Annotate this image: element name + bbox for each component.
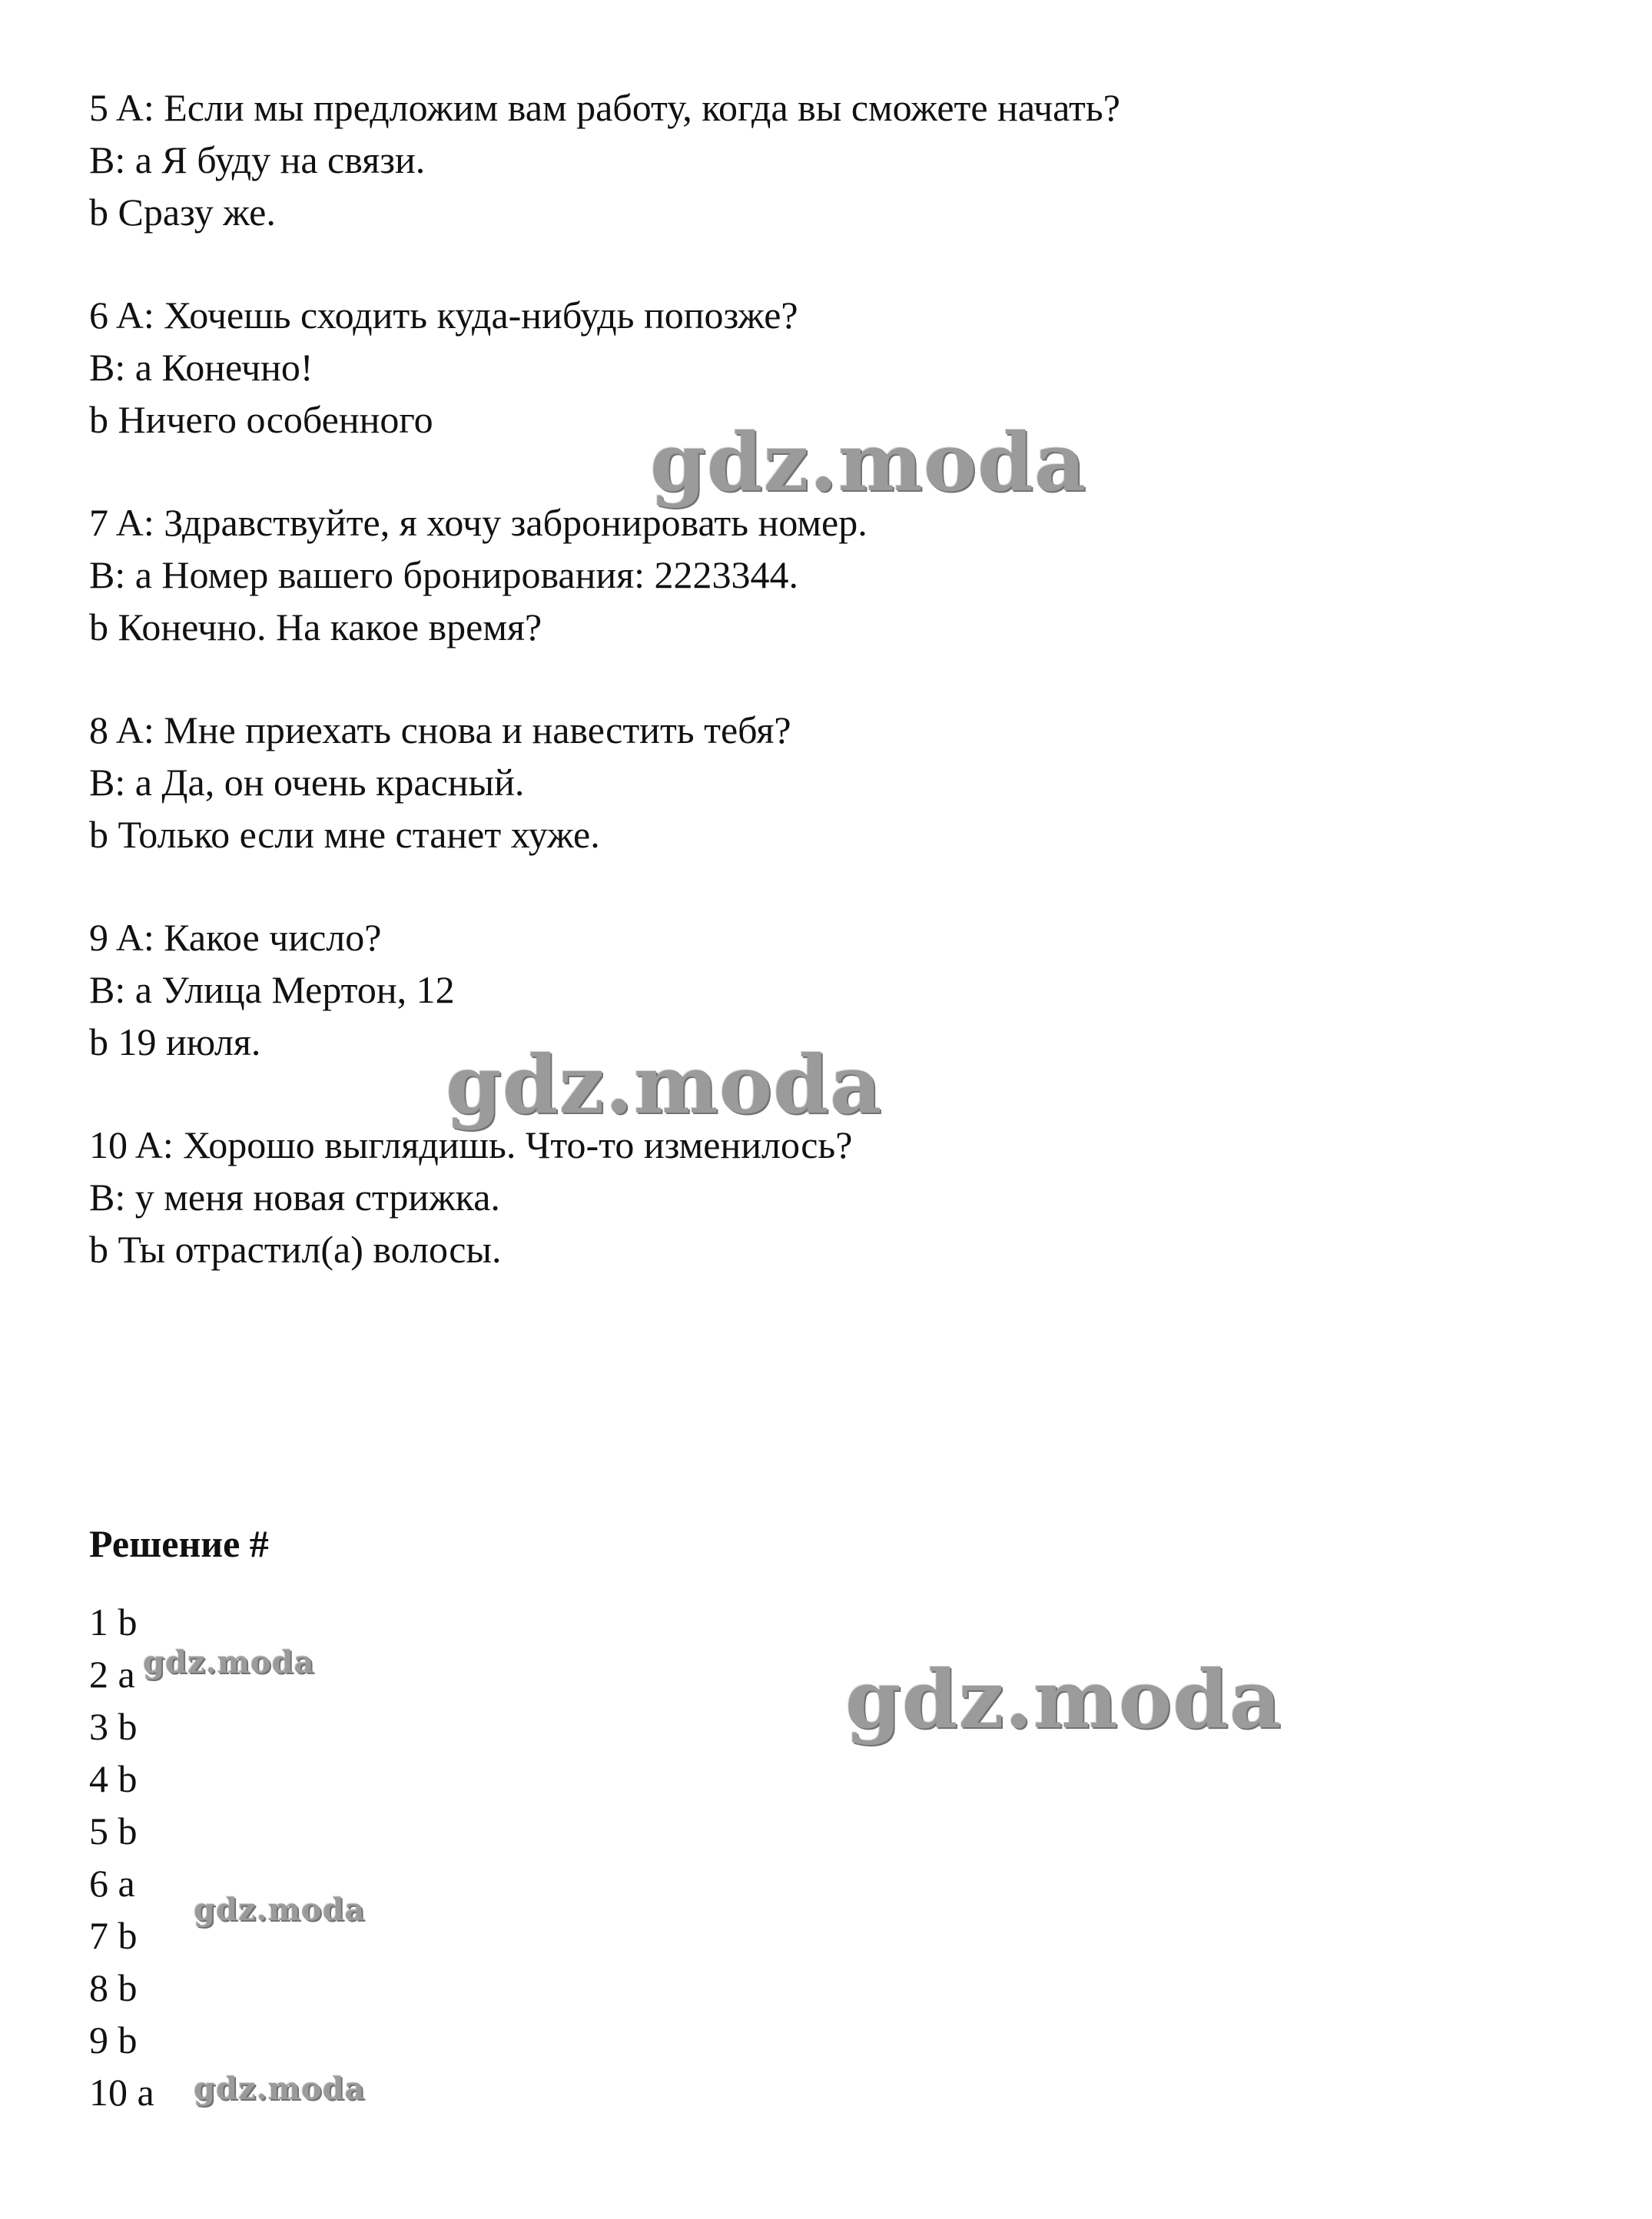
option-b-line: b Конечно. На какое время? bbox=[89, 605, 542, 648]
option-a-line: В: a Номер вашего бронирования: 2223344. bbox=[89, 553, 799, 596]
solution-title: Решение # bbox=[89, 1522, 269, 1565]
watermark: gdz.moda bbox=[194, 1892, 366, 1928]
answer-item: 6 a bbox=[89, 1862, 135, 1905]
watermark: gdz.moda bbox=[446, 1037, 883, 1132]
option-b-line: b Ты отрастил(а) волосы. bbox=[89, 1228, 502, 1271]
answer-item: 5 b bbox=[89, 1809, 138, 1852]
exercise-item bbox=[89, 496, 1472, 653]
option-a-line: В: a Я буду на связи. bbox=[89, 138, 426, 181]
solution-section bbox=[89, 1517, 781, 2118]
option-b-line: b Только если мне станет хуже. bbox=[89, 813, 600, 856]
answer-item: 8 b bbox=[89, 1966, 138, 2009]
question-line: 10 A: Хорошо выглядишь. Что-то изменилось? bbox=[89, 1123, 853, 1166]
option-a-line: В: a Да, он очень красный. bbox=[89, 761, 525, 804]
option-a-line: В: у меня новая стрижка. bbox=[89, 1176, 500, 1219]
question-line: 8 A: Мне приехать снова и навестить тебя? bbox=[89, 708, 791, 751]
watermark: gdz.moda bbox=[194, 2071, 366, 2107]
option-a-line: В: a Конечно! bbox=[89, 346, 313, 389]
watermark: gdz.moda bbox=[650, 415, 1087, 509]
answer-item: 3 b bbox=[89, 1705, 138, 1748]
answer-item: 9 b bbox=[89, 2018, 138, 2061]
answer-item: 2 a bbox=[89, 1653, 135, 1696]
answer-item: 7 b bbox=[89, 1914, 138, 1957]
answer-item: 10 a bbox=[89, 2071, 154, 2114]
option-b-line: b Сразу же. bbox=[89, 191, 276, 234]
dialogue-exercises bbox=[89, 81, 1472, 1326]
watermark: gdz.moda bbox=[143, 1644, 315, 1680]
exercise-item bbox=[89, 81, 1472, 238]
watermark: gdz.moda bbox=[845, 1652, 1282, 1746]
exercise-item bbox=[89, 1119, 1472, 1275]
question-line: 7 A: Здравствуйте, я хочу забронировать номер. bbox=[89, 501, 867, 544]
answer-item: 1 b bbox=[89, 1600, 138, 1644]
question-line: 5 A: Если мы предложим вам работу, когда вы сможете начать? bbox=[89, 86, 1120, 129]
option-a-line: В: a Улица Мертон, 12 bbox=[89, 968, 455, 1011]
option-b-line: b 19 июля. bbox=[89, 1020, 261, 1063]
exercise-item bbox=[89, 704, 1472, 861]
option-b-line: b Ничего особенного bbox=[89, 398, 433, 441]
question-line: 6 A: Хочешь сходить куда-нибудь попозже? bbox=[89, 294, 798, 337]
question-line: 9 A: Какое число? bbox=[89, 916, 382, 959]
answer-item: 4 b bbox=[89, 1757, 138, 1800]
